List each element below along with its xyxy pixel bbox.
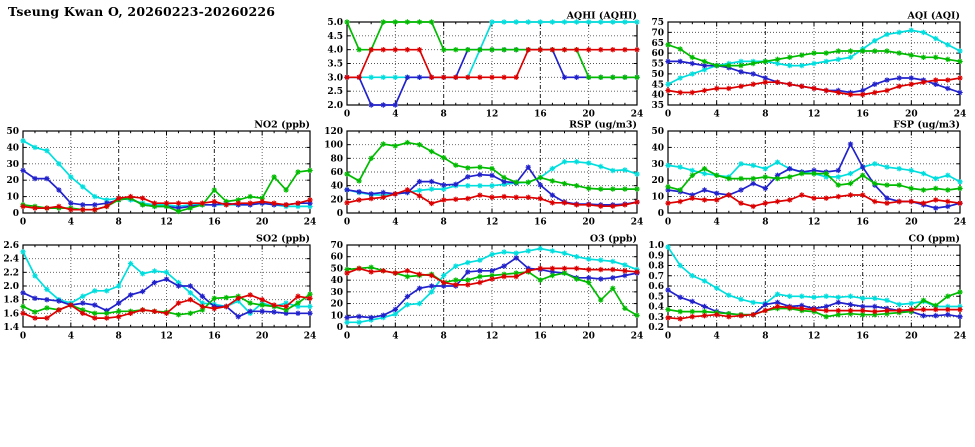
- rsp-chart-svg: [317, 117, 645, 229]
- chart-rsp: [317, 117, 645, 229]
- aqhi-ytick-label: 3.5: [327, 59, 343, 70]
- rsp-ytick-label: 80: [330, 154, 343, 165]
- aqi-xtick-label: 20: [905, 109, 918, 120]
- o3-xtick-label: 12: [485, 331, 499, 342]
- so2-ytick-label: 2.4: [3, 254, 19, 265]
- o3-xtick-label: 4: [392, 331, 399, 342]
- rsp-xtick-label: 20: [582, 217, 595, 228]
- aqhi-ytick-label: 4.5: [327, 31, 343, 42]
- no2-ytick-label: 30: [6, 159, 19, 170]
- aqhi-title: AQHI (AQHI): [566, 10, 637, 22]
- aqhi-xtick-label: 8: [440, 109, 447, 120]
- aqhi-labels: [327, 11, 643, 120]
- fsp-xtick-label: 8: [762, 217, 769, 228]
- co-ytick-label: 0.2: [648, 323, 664, 333]
- co-xtick-label: 24: [953, 331, 967, 342]
- rsp-ytick-label: 0: [336, 209, 343, 219]
- o3-ytick-label: 70: [330, 241, 343, 251]
- aqhi-chart-svg: [317, 8, 645, 121]
- no2-ytick-label: 20: [6, 176, 19, 187]
- o3-xtick-label: 20: [582, 331, 595, 342]
- aqi-series-cyan: [665, 28, 962, 87]
- aqi-ytick-label: 65: [651, 38, 664, 49]
- chart-fsp: [638, 117, 968, 229]
- co-ytick-label: 0.7: [648, 271, 664, 282]
- so2-ytick-label: 1.8: [3, 295, 19, 306]
- no2-ytick-label: 10: [6, 192, 19, 203]
- rsp-series-red: [344, 187, 639, 209]
- so2-xtick-label: 24: [303, 331, 317, 342]
- co-title: CO (ppm): [908, 233, 960, 245]
- o3-xtick-label: 0: [343, 331, 351, 342]
- aqi-ytick-label: 35: [651, 101, 664, 111]
- fsp-xtick-label: 0: [664, 217, 672, 228]
- aqhi-ytick-label: 5.0: [327, 18, 343, 28]
- no2-xtick-label: 4: [67, 217, 74, 228]
- aqi-xtick-label: 12: [807, 109, 821, 120]
- aqhi-xtick-label: 24: [630, 109, 644, 120]
- fsp-xtick-label: 4: [713, 217, 720, 228]
- o3-ytick-label: 60: [330, 252, 343, 263]
- aqhi-xtick-label: 0: [343, 109, 351, 120]
- no2-labels: [6, 120, 316, 228]
- no2-xtick-label: 24: [303, 217, 317, 228]
- co-chart-svg: [638, 231, 968, 343]
- aqi-ytick-label: 50: [651, 69, 664, 80]
- fsp-chart-svg: [638, 117, 968, 229]
- no2-xtick-label: 20: [255, 217, 269, 228]
- aqhi-ytick-label: 3.0: [327, 73, 343, 84]
- co-xtick-label: 0: [664, 331, 672, 342]
- fsp-xtick-label: 12: [807, 217, 821, 228]
- aqhi-xtick-label: 16: [534, 109, 547, 120]
- chart-so2: [0, 231, 318, 343]
- co-xtick-label: 16: [856, 331, 869, 342]
- fsp-ytick-label: 0: [657, 209, 664, 219]
- fsp-ytick-label: 20: [651, 176, 664, 187]
- o3-xtick-label: 24: [630, 331, 644, 342]
- fsp-xtick-label: 16: [856, 217, 869, 228]
- so2-xtick-label: 4: [67, 331, 74, 342]
- aqi-xtick-label: 0: [664, 109, 672, 120]
- rsp-ytick-label: 120: [324, 127, 343, 137]
- co-ytick-label: 0.3: [648, 312, 664, 323]
- aqi-ytick-label: 60: [651, 49, 664, 60]
- so2-xtick-label: 20: [255, 331, 269, 342]
- rsp-grid: [347, 131, 637, 213]
- co-ytick-label: 0.5: [648, 292, 664, 303]
- aqi-xtick-label: 16: [856, 109, 869, 120]
- o3-title: O3 (ppb): [589, 233, 637, 245]
- o3-ytick-label: 10: [330, 311, 343, 322]
- rsp-ytick-label: 40: [330, 181, 343, 192]
- rsp-xtick-label: 0: [343, 217, 351, 228]
- aqi-ytick-label: 40: [651, 90, 664, 101]
- no2-ytick-label: 50: [6, 127, 19, 137]
- so2-xtick-label: 0: [19, 331, 27, 342]
- no2-xtick-label: 8: [115, 217, 122, 228]
- no2-ytick-label: 40: [6, 143, 19, 154]
- o3-ytick-label: 0: [336, 323, 343, 333]
- aqhi-xtick-label: 4: [392, 109, 399, 120]
- so2-xtick-label: 8: [115, 331, 122, 342]
- so2-ytick-label: 2.2: [3, 268, 19, 279]
- co-ytick-label: 0.4: [648, 302, 664, 313]
- co-ytick-label: 0.8: [648, 261, 664, 272]
- page-title: Tseung Kwan O, 20260223-20260226: [8, 4, 276, 19]
- aqi-ytick-label: 70: [651, 28, 664, 39]
- co-xtick-label: 12: [807, 331, 821, 342]
- co-ytick-label: 1.0: [648, 241, 664, 251]
- chart-o3: [317, 231, 645, 343]
- chart-no2: [0, 117, 318, 229]
- so2-ytick-label: 1.6: [3, 309, 19, 320]
- no2-chart-svg: [0, 117, 318, 229]
- rsp-ytick-label: 100: [324, 140, 343, 151]
- fsp-xtick-label: 20: [905, 217, 918, 228]
- aqi-ytick-label: 75: [651, 18, 664, 28]
- aqi-xtick-label: 4: [713, 109, 720, 120]
- so2-title: SO2 (ppb): [256, 233, 310, 245]
- o3-ytick-label: 50: [330, 264, 343, 275]
- co-ytick-label: 0.9: [648, 251, 664, 262]
- o3-ytick-label: 20: [330, 299, 343, 310]
- fsp-ytick-label: 40: [651, 143, 664, 154]
- co-xtick-label: 8: [762, 331, 769, 342]
- aqi-title: AQI (AQI): [907, 10, 960, 22]
- o3-xtick-label: 16: [534, 331, 547, 342]
- aqhi-grid: [347, 22, 637, 105]
- chart-aqi: [638, 8, 968, 121]
- rsp-xtick-label: 24: [630, 217, 644, 228]
- so2-chart-svg: [0, 231, 318, 343]
- co-xtick-label: 4: [713, 331, 720, 342]
- aqhi-ytick-label: 2.0: [327, 101, 343, 111]
- no2-title: NO2 (ppb): [254, 119, 310, 131]
- so2-xtick-label: 12: [160, 331, 173, 342]
- fsp-title: FSP (ug/m3): [893, 119, 960, 131]
- no2-ytick-label: 0: [12, 209, 19, 219]
- rsp-xtick-label: 16: [534, 217, 547, 228]
- aqhi-ytick-label: 2.5: [327, 87, 343, 98]
- aqi-xtick-label: 8: [762, 109, 769, 120]
- rsp-ytick-label: 60: [330, 168, 343, 178]
- no2-xtick-label: 12: [160, 217, 173, 228]
- rsp-xtick-label: 12: [485, 217, 499, 228]
- o3-xtick-label: 8: [440, 331, 447, 342]
- aqi-xtick-label: 24: [953, 109, 967, 120]
- aqhi-xtick-label: 12: [485, 109, 499, 120]
- so2-ytick-label: 1.4: [3, 323, 19, 333]
- co-xtick-label: 20: [905, 331, 918, 342]
- aqhi-xtick-label: 20: [582, 109, 595, 120]
- co-labels: [648, 234, 966, 342]
- aqi-ytick-label: 55: [651, 59, 664, 70]
- rsp-xtick-label: 8: [440, 217, 447, 228]
- rsp-xtick-label: 4: [392, 217, 399, 228]
- o3-ytick-label: 40: [330, 276, 343, 287]
- fsp-ytick-label: 50: [651, 127, 664, 137]
- aqi-chart-svg: [638, 8, 968, 121]
- aqi-markers-cyan: [665, 28, 962, 87]
- no2-xtick-label: 16: [208, 217, 221, 228]
- rsp-labels: [324, 120, 643, 228]
- so2-ytick-label: 2.0: [3, 282, 19, 292]
- o3-ytick-label: 30: [330, 287, 343, 298]
- fsp-xtick-label: 24: [953, 217, 967, 228]
- rsp-title: RSP (ug/m3): [569, 119, 637, 131]
- aqi-ytick-label: 45: [651, 80, 664, 91]
- aqhi-ytick-label: 4.0: [327, 45, 343, 56]
- fsp-ytick-label: 10: [651, 192, 664, 203]
- fsp-ytick-label: 30: [651, 159, 664, 170]
- rsp-ytick-label: 20: [330, 195, 343, 206]
- so2-xtick-label: 16: [208, 331, 221, 342]
- so2-labels: [3, 234, 316, 342]
- no2-xtick-label: 0: [19, 217, 27, 228]
- co-ytick-label: 0.6: [648, 282, 664, 292]
- chart-aqhi: [317, 8, 645, 121]
- chart-co: [638, 231, 968, 343]
- so2-ytick-label: 2.6: [3, 241, 19, 251]
- o3-chart-svg: [317, 231, 645, 343]
- o3-labels: [330, 234, 643, 342]
